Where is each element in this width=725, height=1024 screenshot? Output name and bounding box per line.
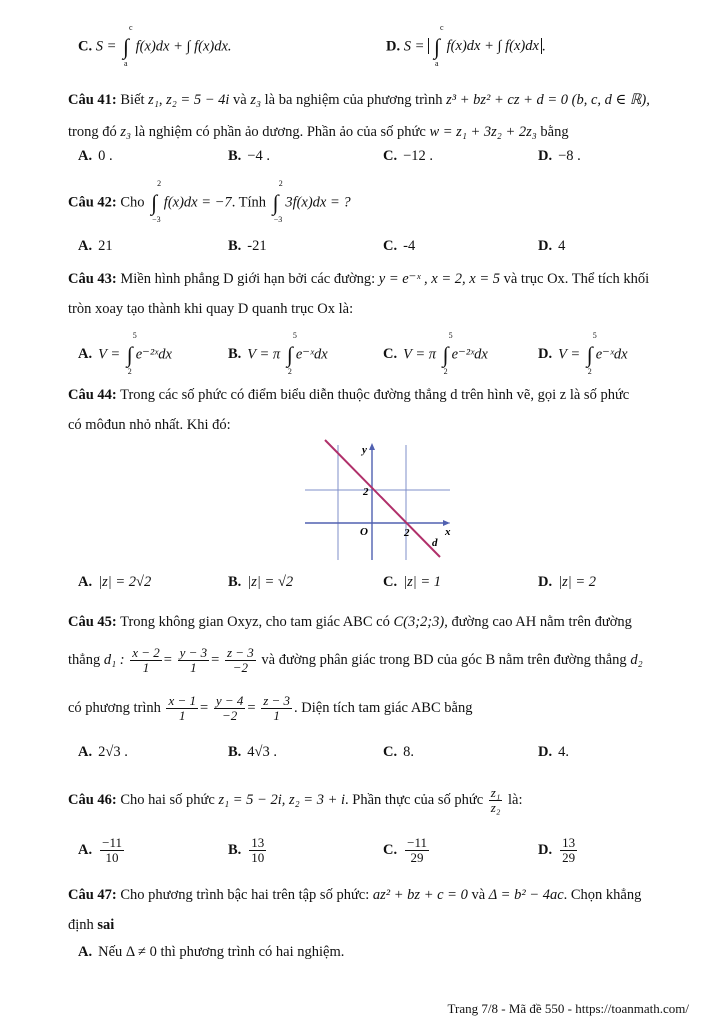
option-d[interactable]: D. 4	[538, 238, 566, 254]
question-label: Câu 45:	[68, 614, 117, 630]
question-label: Câu 41:	[68, 92, 117, 108]
question-46: Câu 46: Cho hai số phức z₁ = 5 − 2i, z₂ = 3 + i. Phần thực của số phức $\frac{\text{z₁}}{\text{z₂}}$ là:	[68, 785, 523, 815]
option-label: C.	[78, 38, 93, 55]
question-label: Câu 46:	[68, 791, 117, 808]
option-expr-rhs: f(x)dx + ∫ f(x)dx.	[135, 38, 232, 55]
option-d[interactable]: D. $\frac{13}{29}$	[538, 835, 576, 865]
option-a[interactable]: A. 21	[78, 238, 113, 254]
question-43: Câu 43: Miền hình phẳng D giới hạn bởi các đường: y = e⁻ˣ , x = 2, x = 5 và trục Ox. Thể tích khối tròn xoay tạo thành khi quay D quanh trục Ox là:	[68, 271, 650, 317]
option-label: D.	[386, 38, 401, 55]
option-b[interactable]: B. $\frac{13}{10}$	[228, 835, 265, 865]
question-label: Câu 44:	[68, 387, 117, 403]
option-d[interactable]: D. |z| = 2	[538, 574, 597, 590]
option-b[interactable]: B. -21	[228, 238, 267, 254]
prev-option-c	[78, 23, 232, 68]
option-b[interactable]: B. 4√3 .	[228, 744, 278, 760]
option-d[interactable]: D. V = ∫ 5 2 e⁻ˣdx	[538, 331, 628, 376]
x-tick-label: 2	[404, 527, 410, 539]
y-tick-label: 2	[363, 486, 369, 498]
page-footer: Trang 7/8 - Mã đề 550 - https://toanmath.com/	[447, 1001, 689, 1016]
question-44: Câu 44: Trong các số phức có điểm biểu diễn thuộc đường thẳng d trên hình vẽ, gọi z là số phức có môđun nhỏ nhất. Khi đó:	[68, 387, 630, 433]
equation: z³ + bz² + cz + d = 0	[446, 92, 569, 108]
option-c[interactable]: C. |z| = 1	[383, 574, 442, 590]
option-c[interactable]: C. $\frac{-11}{29}$	[383, 835, 427, 865]
line-d	[325, 440, 440, 557]
axes	[305, 443, 450, 560]
option-a[interactable]: A. 0 .	[78, 148, 113, 164]
question-41: Câu 41: Biết z₁, z₂ = 5 − 4i và z₃ là ba nghiệm của phương trình z³ + bz² + cz + d = 0 (b, c, d ∈ ℝ), trong đó z₃ là nghiệm có phần ảo dương. Phần ảo của số phức w = z₁ + 3z₂ + 2z₃ bằng	[68, 92, 650, 140]
option-c[interactable]: C. 8.	[383, 744, 414, 760]
integral-sign: ∫ 2 −3	[151, 179, 162, 224]
option-expr-rhs: f(x)dx + ∫ f(x)dx	[446, 38, 539, 55]
line-graph	[300, 435, 460, 565]
integral-sign: ∫ 2 −3	[272, 179, 283, 224]
option-a[interactable]: A. V = ∫ 5 2 e⁻²ˣdx	[78, 331, 172, 376]
axis-label-x: x	[445, 526, 451, 538]
option-c[interactable]: C. -4	[383, 238, 416, 254]
question-45-line1: Câu 45: Trong không gian Oxyz, cho tam giác ABC có C(3;2;3), đường cao AH nằm trên đường	[68, 614, 632, 630]
origin-label: O	[360, 526, 368, 538]
option-c[interactable]: C. −12 .	[383, 148, 434, 164]
q43-options	[78, 331, 688, 376]
question-label: Câu 43:	[68, 271, 117, 287]
question-label: Câu 42:	[68, 194, 117, 211]
option-b[interactable]: B. V = π ∫ 5 2 e⁻ˣdx	[228, 331, 328, 376]
integral-sign: ∫ c a	[434, 23, 444, 68]
question-47: Câu 47: Cho phương trình bậc hai trên tập số phức: az² + bz + c = 0 và Δ = b² − 4ac. Chọn khẳng định sai	[68, 887, 642, 933]
line-label-d: d	[432, 537, 438, 549]
q46-options	[78, 836, 688, 876]
option-b[interactable]: B. |z| = √2	[228, 574, 294, 590]
integral-sign: ∫ c a	[123, 23, 133, 68]
question-45-line3: có phương trình $\frac{x - 1}{1}$ = $\frac{y - 4}{-2}$ = $\frac{z - 3}{1}$ . Diện tích tam giác ABC bằng	[68, 693, 473, 723]
q45-options	[78, 744, 688, 768]
option-d[interactable]: D. −8 .	[538, 148, 581, 164]
option-d[interactable]: D. 4.	[538, 744, 569, 760]
question-45-line2: thẳng d₁ : $\frac{x - 2}{1}$ = $\frac{y - 3}{1}$ = $\frac{z - 3}{-2}$ và đường phân giác trong BD của góc B nằm trên đường thẳng d₂	[68, 645, 643, 675]
option-a[interactable]: A. 2√3 .	[78, 744, 128, 760]
option-b[interactable]: B. −4 .	[228, 148, 270, 164]
q44-options	[78, 574, 688, 598]
option-c[interactable]: C. V = π ∫ 5 2 e⁻²ˣdx	[383, 331, 488, 376]
option-a[interactable]: A. $\frac{-11}{10}$	[78, 835, 122, 865]
question-label: Câu 47:	[68, 887, 117, 903]
q41-options	[78, 148, 688, 172]
option-expr-lhs: S =	[95, 38, 117, 55]
grid	[305, 445, 450, 560]
option-a[interactable]: A. Nếu Δ ≠ 0 thì phương trình có hai nghiệm.	[78, 944, 345, 960]
option-expr-lhs: S =	[403, 38, 425, 55]
option-a[interactable]: A. |z| = 2√2	[78, 574, 152, 590]
q42-options	[78, 238, 688, 262]
question-42: Câu 42: Cho ∫ 2 −3 f(x)dx = −7. Tính ∫ 2 −3 3f(x)dx = ?	[68, 179, 351, 224]
axis-label-y: y	[362, 444, 367, 456]
q47-options	[78, 944, 688, 968]
prev-option-d: D. S = ∫ c a f(x)dx + ∫ f(x)dx .	[386, 23, 546, 68]
